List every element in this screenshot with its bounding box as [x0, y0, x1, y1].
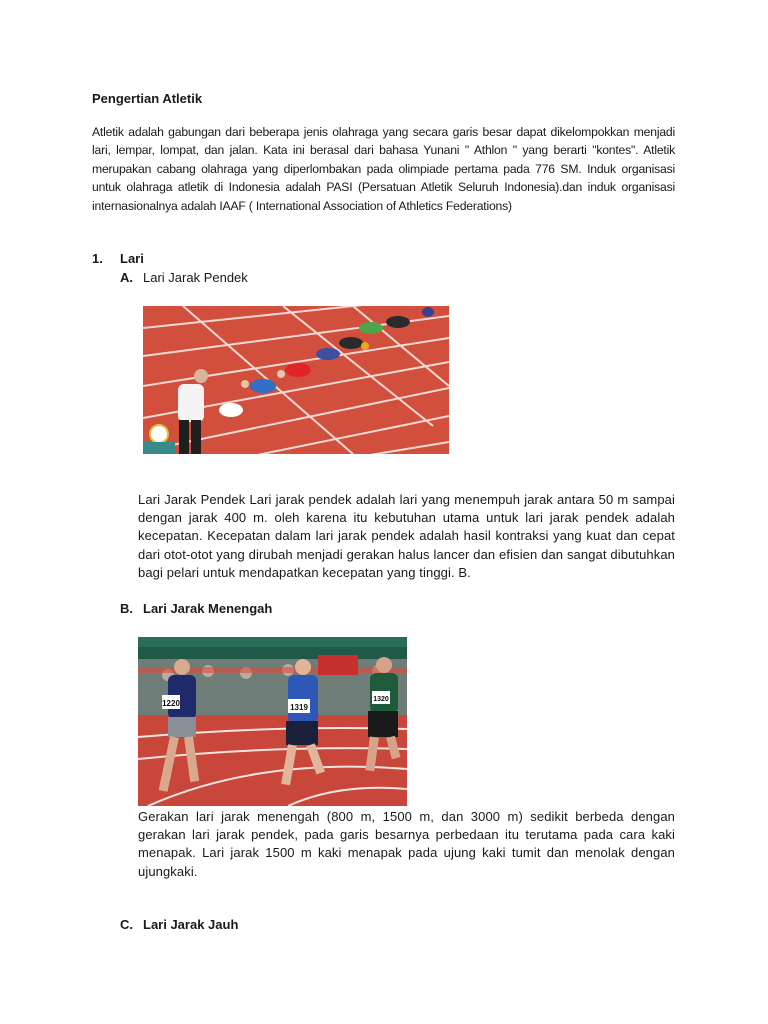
page-title: Pengertian Atletik	[92, 91, 203, 106]
intro-paragraph: Atletik adalah gabungan dari beberapa jenis olahraga yang secara garis besar dapat dikelompokkan menjadi lari, lempar, lompat, dan jalan. Kata ini berasal dari bahasa Yunani " Athlon " yang berarti "kontes". Atletik merupakan cabang olahraga yang diperlombakan pada olimpiade pertama pada 776 SM. Induk organisasi untuk olahraga atletik di Indonesia adalah PASI (Persatuan Atletik Seluruh Indonesia).dan induk organisasi internasionalnya adalah IAAF ( International Association of Athletics Federations)	[92, 125, 675, 213]
subheading-letter: B.	[120, 601, 133, 616]
subheading-lari-jarak-jauh	[120, 917, 238, 932]
subheading-letter: C.	[120, 917, 133, 932]
subheading-letter: A.	[120, 270, 133, 285]
section-number: 1.	[92, 251, 103, 266]
bib-number-1: 1220	[162, 699, 180, 708]
subheading-title: Lari Jarak Menengah	[143, 601, 273, 616]
section-heading-lari	[92, 251, 144, 266]
paragraph-lari-jarak-pendek: Lari Jarak Pendek Lari jarak pendek adalah lari yang menempuh jarak antara 50 m sampai dengan jarak 400 m. oleh karena itu kebutuhan utama untuk lari jarak pendek adalah kecepatan. Kecepatan dalam lari jarak pendek adalah hasil kontraksi yang kuat dan cepat dari otot-otot yang dirubah menjadi gerakan halus lancer dan efisien dan sangat dibutuhkan bagi pelari untuk mendapatkan kecepatan yang tinggi. B.	[138, 492, 675, 580]
subheading-title: Lari Jarak Pendek	[143, 270, 248, 285]
section-title: Lari	[120, 251, 144, 266]
sprint-start-photo	[143, 306, 449, 454]
subheading-lari-jarak-pendek	[120, 270, 248, 285]
paragraph-lari-jarak-menengah: Gerakan lari jarak menengah (800 m, 1500 m, dan 3000 m) sedikit berbeda dengan gerakan lari jarak pendek, pada garis besarnya perbedaan itu terutama pada cara kaki menapak. Lari jarak 1500 m kaki menapak pada ujung kaki tumit dan menolak dengan ujungkaki.	[138, 809, 675, 879]
bib-number-3: 1320	[373, 696, 389, 703]
subheading-title: Lari Jarak Jauh	[143, 917, 239, 932]
middle-distance-runners-photo	[138, 637, 407, 806]
subheading-lari-jarak-menengah	[120, 601, 272, 616]
bib-number-2: 1319	[290, 703, 308, 712]
